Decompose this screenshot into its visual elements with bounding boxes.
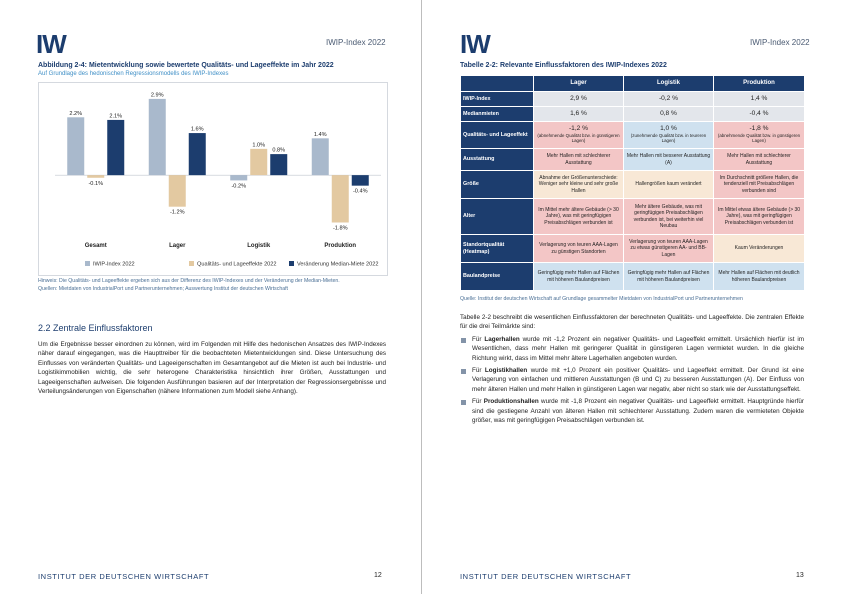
legend-swatch	[189, 261, 194, 266]
bullet-text: wurde mit -1,2 Prozent ein negativer Qualitäts- und Lageeffekt ermittelt. Ursächlich hierfür ist im Wesentlichen, dass mehr Hallen mit geringerer Qualität in günstigeren Lagen vermietet wurden. In die gleiche Richtung wirkt, dass im Mittel mehr ältere Lagerhallen angeboten wurden.	[472, 335, 805, 362]
category-label: Produktion	[324, 243, 357, 249]
bar	[352, 175, 369, 186]
table-cell: 0,8 %	[624, 107, 714, 122]
list-item	[460, 335, 804, 363]
table-row	[461, 122, 805, 149]
right-body-text	[460, 313, 804, 428]
bullet-prefix: Für	[472, 398, 484, 406]
table-cell: Geringfügig mehr Hallen auf Flächen mit höheren Baulandpreisen	[534, 263, 624, 291]
table-cell: Mehr Hallen mit schlechterer Ausstattung	[534, 149, 624, 171]
table-cell: 1,6 %	[534, 107, 624, 122]
bar-value-label: 1.4%	[313, 131, 327, 138]
bar-value-label: -0.4%	[352, 188, 368, 195]
table-cell: Verlagerung von teuren AAA-Lagen zu günstigen Standorten	[534, 235, 624, 263]
page-right	[422, 0, 843, 594]
table-cell: Mehr Hallen mit schlechterer Ausstattung	[714, 149, 805, 171]
table-cell: Abnahme der Größenunterschiede: Weniger sehr kleine und sehr große Hallen	[534, 171, 624, 199]
factors-table	[460, 75, 805, 291]
table-row	[461, 92, 805, 107]
running-header: IWIP-Index 2022	[326, 38, 386, 47]
column-header: Logistik	[624, 76, 714, 92]
table-cell: Verlagerung von teuren AAA-Lagen zu etwas günstigeren AA- und BB-Lagen	[624, 235, 714, 263]
category-label: Gesamt	[84, 243, 107, 249]
table-cell: 2,9 %	[534, 92, 624, 107]
figure-note-sources: Quellen: Mietdaten von IndustrialPort und Partnerunternehmen; Auswertung Institut der deutschen Wirtschaft	[38, 285, 289, 292]
legend-swatch	[85, 261, 90, 266]
row-header: Baulandpreise	[461, 263, 534, 291]
list-item	[460, 397, 804, 425]
table-cell	[624, 122, 714, 149]
bar-value-label: 2.1%	[109, 113, 123, 120]
bar	[189, 133, 206, 175]
section-paragraph: Um die Ergebnisse besser einordnen zu können, wird im Folgenden mit Hilfe des hedonischen Ansatzes des IWIP-Indexes näher darauf eingegangen, was die Haupttreiber für die beobachteten Mietentwicklungen sind. Diese Untersuchung des Einflusses von veränderten Qualitäts- und Lageeigenschaften im Gesamtangebot auf die Mieten ist auch bei Industrie- und Logistikimmobilien wichtig, die sehr heterogene Charakteristika hinsichtlich ihrer Größen, Ausstattungen und Lageeigenschaften aufweisen. Die folgenden Ausführungen basieren auf der Interpretation der Regressionsergebnisse und Verteilungsänderungen von Eigenschaften (nähere Informationen zum Modell siehe Anhang).	[38, 341, 386, 396]
table-cell: -0,4 %	[714, 107, 805, 122]
bar-value-label: 0.8%	[272, 147, 286, 154]
effect-note: (abnehmende Qualität bzw. in günstigeren Lagen)	[537, 132, 620, 144]
figure-subtitle: Auf Grundlage des hedonischen Regressionsmodells des IWIP-Indexes	[38, 71, 229, 77]
bullet-text: wurde mit +1,0 Prozent ein positiver Qualitäts- und Lageeffekt ermittelt. Der Grund ist eine Verlagerung von einfachen und mittleren Ausstattungen (B und C) zu besseren Ausstattungen (A). Der Einfluss von mehr älteren Hallen und mehr Hallen in günstigeren Lagen war negativ, aber nicht so stark wie der Ausstattungseffekt.	[472, 367, 804, 393]
table-cell: Mehr Hallen auf Flächen mit deutlich höheren Baulandpreisen	[714, 263, 805, 291]
footer-institute: INSTITUT DER DEUTSCHEN WIRTSCHAFT	[38, 572, 210, 581]
bar	[149, 99, 166, 175]
legend-label: Veränderung Median-Miete 2022	[297, 261, 379, 268]
page-number: 13	[796, 572, 804, 579]
table-row	[461, 149, 805, 171]
bar	[270, 154, 287, 175]
row-header: IWIP-Index	[461, 92, 534, 107]
row-header: Medianmieten	[461, 107, 534, 122]
bar-value-label: -1.2%	[169, 209, 185, 216]
legend-label: Qualitäts- und Lageeffekte 2022	[197, 261, 277, 268]
bar	[87, 175, 104, 178]
table-cell: Mehr ältere Gebäude, was mit geringfügigen Preisabschlägen verbunden ist, bei weiterhin viel Neubau	[624, 199, 714, 235]
bullet-square-icon	[461, 369, 466, 374]
bar-value-label: -0.1%	[88, 180, 104, 187]
bar-value-label: -0.2%	[231, 183, 247, 190]
legend-label: IWIP-Index 2022	[93, 261, 135, 268]
list-item	[460, 366, 804, 394]
table-cell: Geringfügig mehr Hallen auf Flächen mit höheren Baulandpreisen	[624, 263, 714, 291]
row-header: Größe	[461, 171, 534, 199]
bar-value-label: 2.2%	[69, 110, 83, 117]
bar-value-label: 2.9%	[150, 92, 164, 99]
table-source: Quelle: Institut der deutschen Wirtschaft auf Grundlage gesammelter Mietdaten von IndustrialPort und Partnerunternehmen	[460, 296, 743, 302]
effect-value: 1,0 %	[660, 125, 677, 133]
iw-logo: IW	[36, 29, 66, 59]
bar-chart	[39, 83, 387, 275]
bar-value-label: 1.0%	[252, 142, 266, 149]
table-cell: Im Mittel etwas ältere Gebäude (> 30 Jahre), was mit geringfügigen Preisabschlägen verbunden ist	[714, 199, 805, 235]
bullet-keyword: Logistikhallen	[484, 367, 528, 375]
bar	[107, 120, 124, 175]
bullet-prefix: Für	[472, 335, 485, 343]
figure-title: Abbildung 2-4: Mietentwicklung sowie bewertete Qualitäts- und Lageeffekte im Jahr 2022	[38, 62, 334, 69]
bar	[250, 149, 267, 175]
bar	[169, 175, 186, 207]
intro-paragraph: Tabelle 2-2 beschreibt die wesentlichen Einflussfaktoren der berechneten Qualitäts- und Lageeffekte. Die zentralen Effekte für die drei Teilmärkte sind:	[460, 314, 804, 331]
table-row	[461, 235, 805, 263]
effect-value: -1,8 %	[749, 125, 769, 133]
column-header: Lager	[534, 76, 624, 92]
bar	[230, 175, 247, 180]
legend-swatch	[289, 261, 294, 266]
table-row	[461, 171, 805, 199]
iw-logo: IW	[460, 29, 490, 59]
table-cell: Kaum Veränderungen	[714, 235, 805, 263]
row-header: Ausstattung	[461, 149, 534, 171]
table-cell: -0,2 %	[624, 92, 714, 107]
category-label: Logistik	[247, 243, 271, 249]
bar	[67, 117, 84, 175]
bullet-keyword: Lagerhallen	[484, 335, 520, 343]
bar-value-label: 1.6%	[190, 126, 204, 133]
figure-note	[38, 278, 388, 293]
bar-value-label: -1.8%	[332, 225, 348, 232]
bullet-square-icon	[461, 338, 466, 343]
table-cell	[714, 122, 805, 149]
page-left	[0, 0, 421, 594]
row-header: Alter	[461, 199, 534, 235]
bullet-prefix: Für	[472, 367, 485, 375]
bar	[312, 138, 329, 175]
table-cell	[534, 122, 624, 149]
footer-institute: INSTITUT DER DEUTSCHEN WIRTSCHAFT	[460, 572, 632, 581]
table-title: Tabelle 2-2: Relevante Einflussfaktoren des IWIP-Indexes 2022	[460, 62, 667, 69]
table-header-row	[461, 76, 805, 92]
table-cell: Hallengrößen kaum verändert	[624, 171, 714, 199]
table-row	[461, 199, 805, 235]
table-row	[461, 263, 805, 291]
running-header: IWIP-Index 2022	[750, 38, 810, 47]
row-header: Standortqualität (Heatmap)	[461, 235, 534, 263]
effect-value: -1,2 %	[568, 125, 589, 133]
table-cell: Im Mittel mehr ältere Gebäude (> 30 Jahre), was mit geringfügigen Preisabschlägen verbunden ist	[534, 199, 624, 235]
table-cell: 1,4 %	[714, 92, 805, 107]
table-cell: Mehr Hallen mit besserer Ausstattung (A)	[624, 149, 714, 171]
column-header: Produktion	[714, 76, 805, 92]
row-header: Qualitäts- und Lageeffekt	[461, 122, 534, 149]
bullet-text: wurde mit -1,8 Prozent ein negativer Qualitäts- und Lageeffekt ermittelt. Hauptgründe hierfür sind die gestiegene Anzahl von älteren Hallen mit schlechterer Ausstattung. Zudem waren die vermieteten Objekte größer, was mit geringfügigen Preisabschlägen verbunden ist.	[472, 398, 804, 425]
effects-list	[460, 335, 804, 426]
chart-frame	[38, 82, 388, 276]
figure-note-hint: Hinweis: Die Qualitäts- und Lageeffekte ergeben sich aus der Differenz des IWIP-Indexes und der Veränderung der Median-Mieten.	[38, 278, 340, 284]
table-cell: Im Durchschnitt größere Hallen, die tendenziell mit Preisabschlägen verbunden sind	[714, 171, 805, 199]
table-row	[461, 107, 805, 122]
category-label: Lager	[169, 243, 186, 249]
page-number: 12	[374, 572, 382, 579]
effect-note: (abnehmende Qualität bzw. in günstigeren Lagen)	[717, 132, 801, 144]
effect-note: (zunehmende Qualität bzw. in teureren Lagen)	[630, 132, 707, 144]
table-corner	[461, 76, 534, 92]
bullet-keyword: Produktionshallen	[483, 398, 539, 406]
section-title: 2.2 Zentrale Einflussfaktoren	[38, 323, 153, 333]
bar	[332, 175, 349, 222]
bullet-square-icon	[461, 400, 466, 405]
